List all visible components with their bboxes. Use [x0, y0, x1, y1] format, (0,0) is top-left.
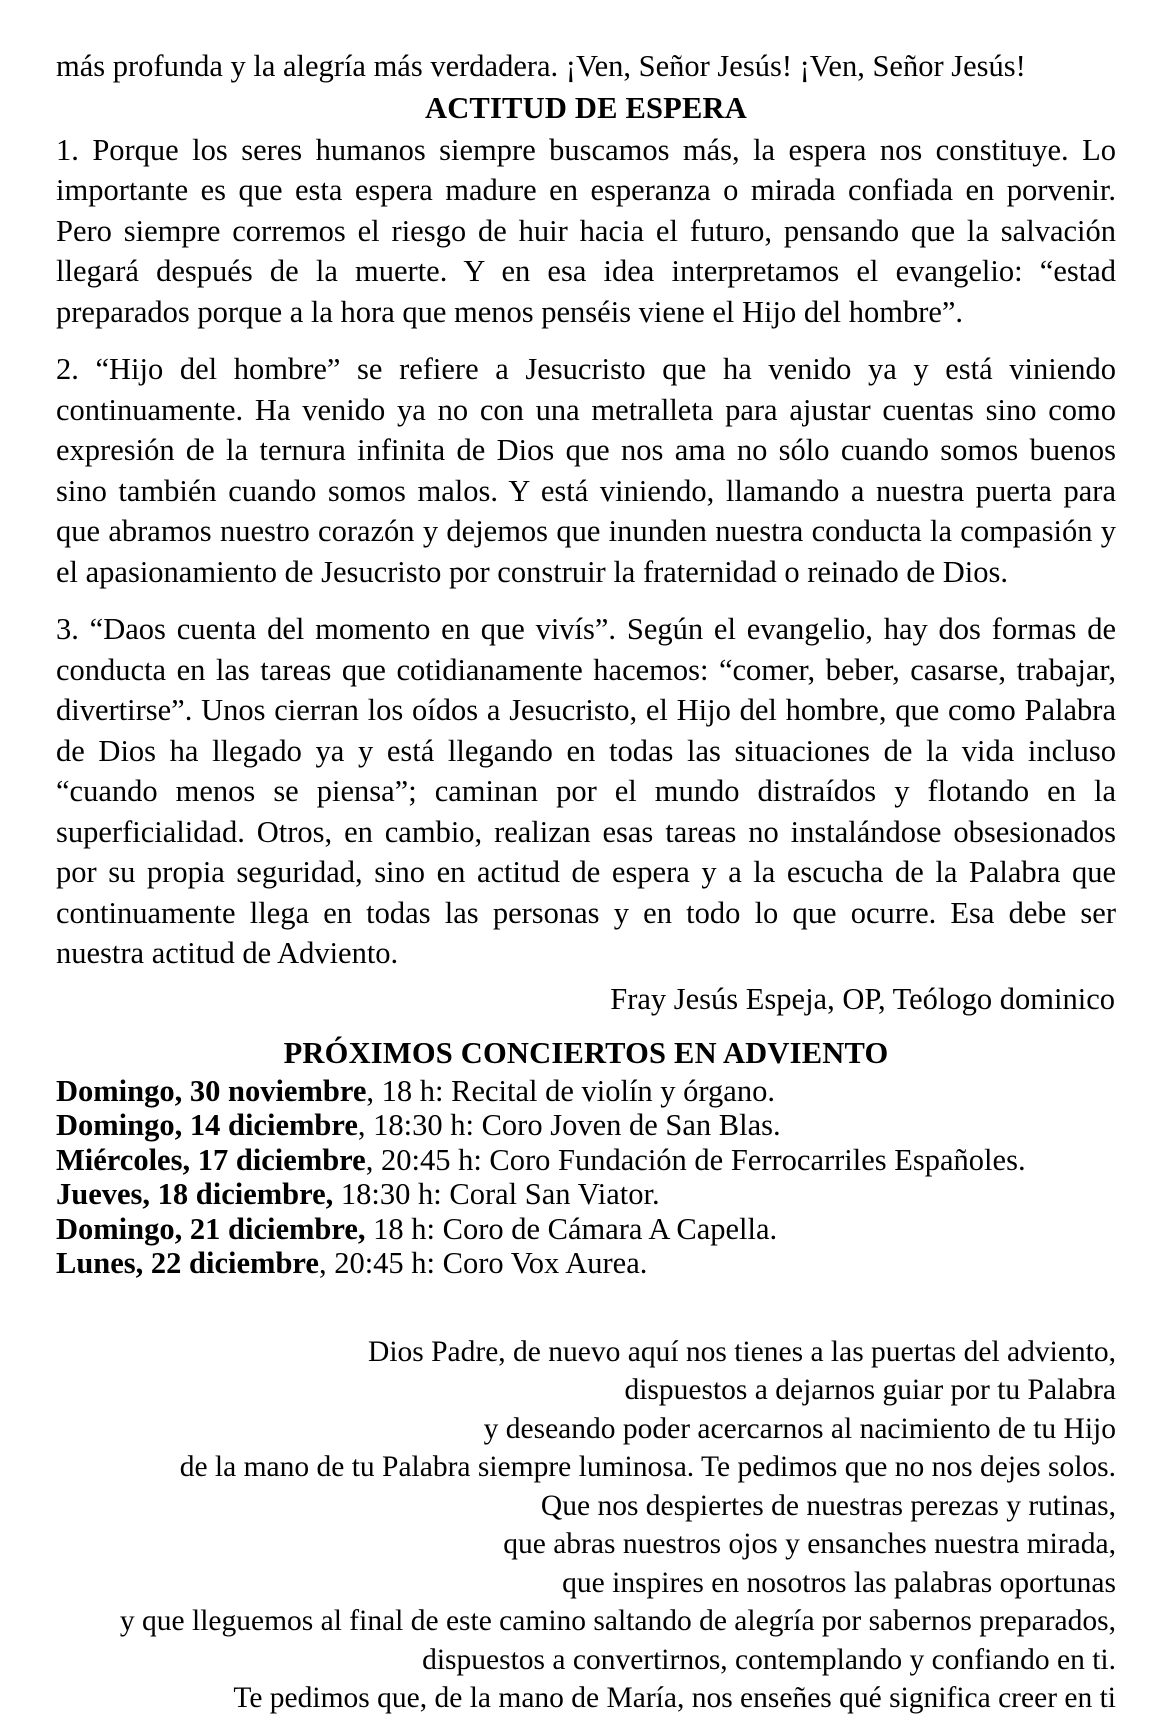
list-item	[56, 1143, 1116, 1178]
prayer-line: dispuestos a convertirnos, contemplando y confiando en ti.	[422, 1643, 1116, 1676]
concert-date: Domingo, 21 diciembre,	[56, 1211, 366, 1246]
section-heading-actitud-de-espera: ACTITUD DE ESPERA	[424, 90, 747, 125]
concert-date: Domingo, 14 diciembre	[56, 1108, 358, 1142]
prayer-line: Que nos despiertes de nuestras perezas y rutinas,	[540, 1489, 1116, 1522]
body-paragraph-1: 1. Porque los seres humanos siempre buscamos más, la espera nos constituye. Lo importante es que esta espera madure en esperanza o mirada confiada en porvenir. Pero siempre corremos el riesgo de huir hacia el futuro, pensando que la salvación llegará después de la muerte. Y en esa idea interpretamos el evangelio: “estad preparados porque a la hora que menos penséis viene el Hijo del hombre”.	[56, 132, 1116, 329]
prayer-block	[56, 1333, 1116, 1718]
concert-date: Miércoles, 17 diciembre	[56, 1142, 366, 1177]
body-paragraph-2: 2. “Hijo del hombre” se refiere a Jesucristo que ha venido ya y está viniendo continuamente. Ha venido ya no con una metralleta para ajustar cuentas sino como expresión de la ternura infinita de Dios que nos ama no sólo cuando somos buenos sino también cuando somos malos. Y está viniendo, llamando a nuestra puerta para que abramos nuestro corazón y dejemos que inunden nuestra conducta la compasión y el apasionamiento de Jesucristo por construir la fraternidad o reinado de Dios.	[56, 352, 1116, 589]
prayer-line: y deseando poder acercarnos al nacimiento de tu Hijo	[483, 1412, 1116, 1445]
body-paragraphs	[56, 130, 1116, 974]
list-item	[56, 1108, 1116, 1143]
author-attribution: Fray Jesús Espeja, OP, Teólogo dominico	[610, 981, 1115, 1016]
prayer-line: Te pedimos que, de la mano de María, nos enseñes qué significa creer en ti	[233, 1682, 1116, 1714]
concert-date: Domingo, 30 noviembre	[56, 1073, 367, 1108]
prayer-line: dispuestos a dejarnos guiar por tu Palabra	[624, 1374, 1116, 1406]
list-item	[56, 1074, 1116, 1109]
concert-detail: , 18 h: Recital de violín y órgano.	[366, 1073, 775, 1108]
concert-date: Jueves, 18 diciembre,	[56, 1177, 334, 1211]
prayer-line: y que lleguemos al final de este camino saltando de alegría por sabernos preparados,	[119, 1605, 1116, 1637]
concerts-list	[56, 1074, 1116, 1281]
body-paragraph-3: 3. “Daos cuenta del momento en que vivís”. Según el evangelio, hay dos formas de conducta en las tareas que cotidianamente hacemos: “comer, beber, casarse, trabajar, divertirse”. Unos cierran los oídos a Jesucristo, el Hijo del hombre, que como Palabra de Dios ha llegado ya y está llegando en todas las situaciones de la vida incluso “cuando menos se piensa”; caminan por el mundo distraídos y flotando en la superficialidad. Otros, en cambio, realizan esas tareas no instalándose obsesionados por su propia seguridad, sino en actitud de espera y a la escucha de la Palabra que continuamente llega en todas las personas y en todo lo que ocurre. Esa debe ser nuestra actitud de Adviento.	[56, 612, 1116, 970]
prayer-line: que abras nuestros ojos y ensanches nuestra mirada,	[503, 1528, 1116, 1560]
concert-detail: 18:30 h: Coral San Viator.	[333, 1177, 660, 1211]
concert-detail: , 18:30 h: Coro Joven de San Blas.	[357, 1108, 781, 1142]
concerts-heading: PRÓXIMOS CONCIERTOS EN ADVIENTO	[283, 1035, 889, 1070]
intro-paragraph: más profunda y la alegría más verdadera. ¡Ven, Señor Jesús! ¡Ven, Señor Jesús!	[56, 49, 1026, 83]
list-item	[56, 1212, 1116, 1247]
concert-detail: 18 h: Coro de Cámara A Capella.	[365, 1211, 778, 1246]
concert-date: Lunes, 22 diciembre	[56, 1246, 319, 1280]
list-item	[56, 1246, 1116, 1281]
concert-detail: , 20:45 h: Coro Vox Aurea.	[318, 1246, 648, 1280]
prayer-line: Dios Padre, de nuevo aquí nos tienes a las puertas del adviento,	[368, 1335, 1116, 1368]
prayer-line: que inspires en nosotros las palabras oportunas	[562, 1566, 1116, 1599]
list-item	[56, 1177, 1116, 1212]
prayer-line: de la mano de tu Palabra siempre luminosa. Te pedimos que no nos dejes solos.	[179, 1451, 1116, 1483]
concert-detail: , 20:45 h: Coro Fundación de Ferrocarriles Españoles.	[365, 1142, 1026, 1177]
